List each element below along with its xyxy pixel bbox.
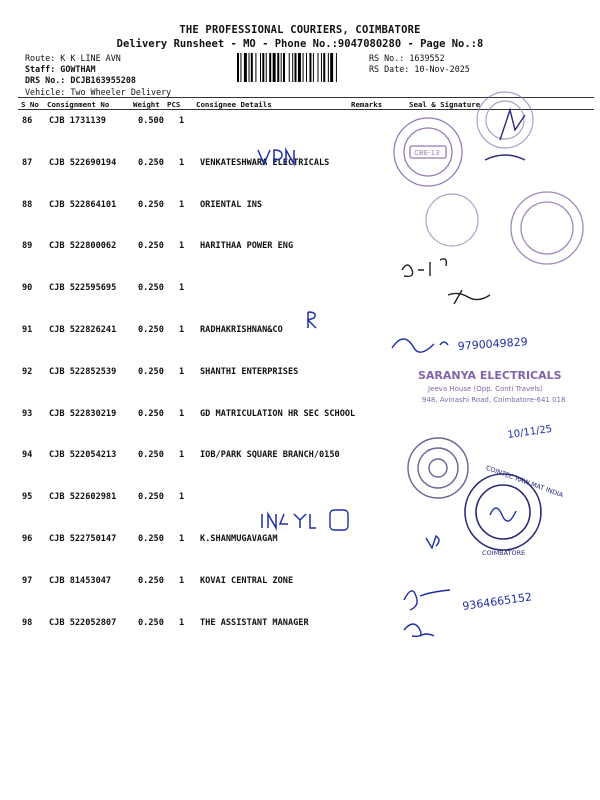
barcode	[237, 53, 365, 82]
cell-weight: 0.250	[138, 366, 164, 377]
cell-consignee: RADHAKRISHNAN&CO	[200, 325, 283, 335]
vehicle: Vehicle: Two Wheeler Delivery	[25, 86, 172, 97]
cell-consignment-no: CJB 522852539	[49, 366, 117, 377]
cell-pcs: 1	[179, 283, 185, 294]
barcode-bar	[266, 53, 267, 82]
cell-weight: 0.250	[138, 534, 164, 544]
cell-pcs: 1	[179, 575, 185, 586]
cell-consignee: HARITHAA POWER ENG	[200, 241, 294, 252]
cell-weight: 0.250	[138, 492, 164, 503]
header-rule-top	[18, 97, 594, 98]
cell-sno: 93	[22, 408, 33, 419]
cell-pcs: 1	[179, 408, 185, 419]
cell-sno: 94	[22, 450, 33, 461]
barcode-bar	[260, 53, 261, 82]
cell-sno: 96	[22, 534, 33, 544]
barcode-bar	[318, 53, 319, 82]
cell-consignment-no: CJB 522864101	[49, 199, 117, 210]
table-row	[0, 325, 600, 365]
cell-weight: 0.250	[138, 157, 164, 168]
barcode-bar	[309, 53, 311, 82]
cell-weight: 0.250	[138, 241, 164, 252]
barcode-bar	[269, 53, 271, 82]
cell-sno: 98	[22, 617, 33, 628]
cell-pcs: 1	[179, 534, 185, 544]
barcode-bar	[289, 53, 290, 82]
cell-consignee: K.SHANMUGAVAGAM	[200, 534, 278, 544]
stamp-cointec-city: COIMBATORE	[482, 549, 526, 557]
runsheet-meta-right	[369, 53, 470, 75]
barcode-bar	[273, 53, 276, 82]
cell-sno: 87	[22, 157, 33, 168]
cell-consignee: THE ASSISTANT MANAGER	[200, 617, 309, 628]
cell-weight: 0.250	[138, 408, 164, 419]
barcode-bar	[313, 53, 314, 82]
handwritten-phone-2: 9364665152	[461, 590, 533, 613]
cell-pcs: 1	[179, 450, 185, 461]
barcode-bar	[283, 53, 285, 82]
cell-weight: 0.250	[138, 199, 164, 210]
barcode-bar	[292, 53, 293, 82]
table-row	[0, 492, 600, 532]
cell-pcs: 1	[179, 617, 185, 628]
table-row	[0, 450, 600, 490]
cell-pcs: 1	[179, 492, 185, 503]
table-row	[0, 576, 600, 616]
col-consignee: Consignee Details	[196, 100, 272, 109]
barcode-bar	[237, 53, 239, 82]
cell-consignee: VENKATESHWARA ELECTRICALS	[200, 157, 330, 168]
cell-sno: 86	[22, 116, 33, 126]
col-seal: Seal & Signature	[409, 100, 481, 109]
barcode-bar	[295, 53, 297, 82]
stamp-electricals-name: SARANYA ELECTRICALS	[418, 369, 562, 382]
col-pcs: PCS	[167, 100, 181, 109]
runsheet-title: Delivery Runsheet - MO - Phone No.:9047080280 - Page No.:8	[116, 38, 484, 50]
cell-consignment-no: CJB 522595695	[49, 283, 117, 294]
table-row	[0, 409, 600, 449]
table-row	[0, 534, 600, 574]
cell-consignee: SHANTHI ENTERPRISES	[200, 366, 299, 377]
cell-consignment-no: CJB 522750147	[49, 534, 117, 544]
table-row	[0, 241, 600, 281]
cell-sno: 91	[22, 325, 33, 335]
table-row	[0, 367, 600, 407]
barcode-bar	[244, 53, 247, 82]
stamp-electricals-addr2: 948, Avinashi Road, Coimbatore-641 018	[422, 396, 566, 404]
cell-pcs: 1	[179, 241, 185, 252]
table-row	[0, 158, 600, 198]
cell-sno: 95	[22, 492, 33, 503]
handwritten-date: 10/11/25	[506, 423, 553, 441]
col-weight: Weight	[133, 100, 160, 109]
route: Route: K K LINE AVN	[25, 53, 121, 63]
barcode-bar	[240, 53, 241, 82]
cell-consignment-no: CJB 522800062	[49, 241, 117, 252]
cell-weight: 0.250	[138, 617, 164, 628]
cell-consignment-no: CJB 522690194	[49, 157, 117, 168]
barcode-bar	[330, 53, 333, 82]
header-rule-bottom	[18, 109, 594, 110]
cell-consignment-no: CJB 1731139	[49, 116, 106, 126]
cell-pcs: 1	[179, 325, 185, 335]
stamp-cointec-name: COINTEC RAW MAT INDIA	[484, 463, 565, 500]
cell-pcs: 1	[179, 116, 185, 126]
cell-sno: 88	[22, 199, 33, 210]
col-sno: S No	[21, 100, 39, 109]
stamp-electricals-addr1: Jeeva House (Opp. Conti Travels)	[428, 385, 543, 393]
barcode-bar	[306, 53, 307, 82]
cell-weight: 0.250	[138, 575, 164, 586]
cell-sno: 90	[22, 283, 33, 294]
barcode-bar	[336, 53, 337, 82]
rs-number: RS No.: 1639552	[369, 53, 445, 63]
barcode-bar	[298, 53, 301, 82]
cell-consignee: IOB/PARK SQUARE BRANCH/0150	[200, 450, 340, 461]
barcode-bar	[323, 53, 325, 82]
drs-number: DRS No.: DCJB163955208	[25, 75, 136, 86]
barcode-bar	[321, 53, 322, 82]
barcode-bar	[277, 53, 279, 82]
cell-consignment-no: CJB 522052807	[49, 617, 117, 628]
cell-sno: 92	[22, 366, 33, 377]
table-row	[0, 116, 600, 156]
table-row	[0, 200, 600, 240]
rs-date: RS Date: 10-Nov-2025	[369, 64, 470, 75]
company-name: THE PROFESSIONAL COURIERS, COIMBATORE	[179, 24, 421, 36]
barcode-bar	[255, 53, 256, 82]
cell-consignment-no: CJB 522830219	[49, 408, 117, 419]
barcode-bar	[281, 53, 282, 82]
table-row	[0, 283, 600, 323]
col-consignment: Consignment No	[47, 100, 110, 109]
table-row	[0, 618, 600, 658]
cell-pcs: 1	[179, 366, 185, 377]
staff: Staff: GOWTHAM	[25, 64, 96, 75]
cell-weight: 0.250	[138, 325, 164, 335]
stamp-cbe-code: CBE-13	[414, 149, 440, 157]
col-remarks: Remarks	[351, 100, 383, 109]
cell-weight: 0.500	[138, 116, 164, 126]
cell-weight: 0.250	[138, 283, 164, 294]
cell-pcs: 1	[179, 199, 185, 210]
handwritten-phone-1: 9790049829	[457, 335, 529, 353]
cell-consignment-no: CJB 81453047	[49, 575, 112, 586]
cell-sno: 89	[22, 241, 33, 252]
barcode-bar	[251, 53, 253, 82]
barcode-bar	[249, 53, 250, 82]
cell-consignment-no: CJB 522602981	[49, 492, 117, 503]
cell-weight: 0.250	[138, 450, 164, 461]
cell-sno: 97	[22, 575, 33, 586]
cell-consignment-no: CJB 522054213	[49, 450, 117, 461]
cell-consignment-no: CJB 522826241	[49, 325, 117, 335]
barcode-bar	[262, 53, 264, 82]
barcode-bar	[328, 53, 329, 82]
barcode-bar	[303, 53, 304, 82]
cell-consignee: KOVAI CENTRAL ZONE	[200, 575, 294, 586]
cell-consignee: GD MATRICULATION HR SEC SCHOOL	[200, 408, 356, 419]
cell-consignee: ORIENTAL INS	[200, 199, 263, 210]
runsheet-meta-left	[25, 53, 171, 98]
cell-pcs: 1	[179, 157, 185, 168]
